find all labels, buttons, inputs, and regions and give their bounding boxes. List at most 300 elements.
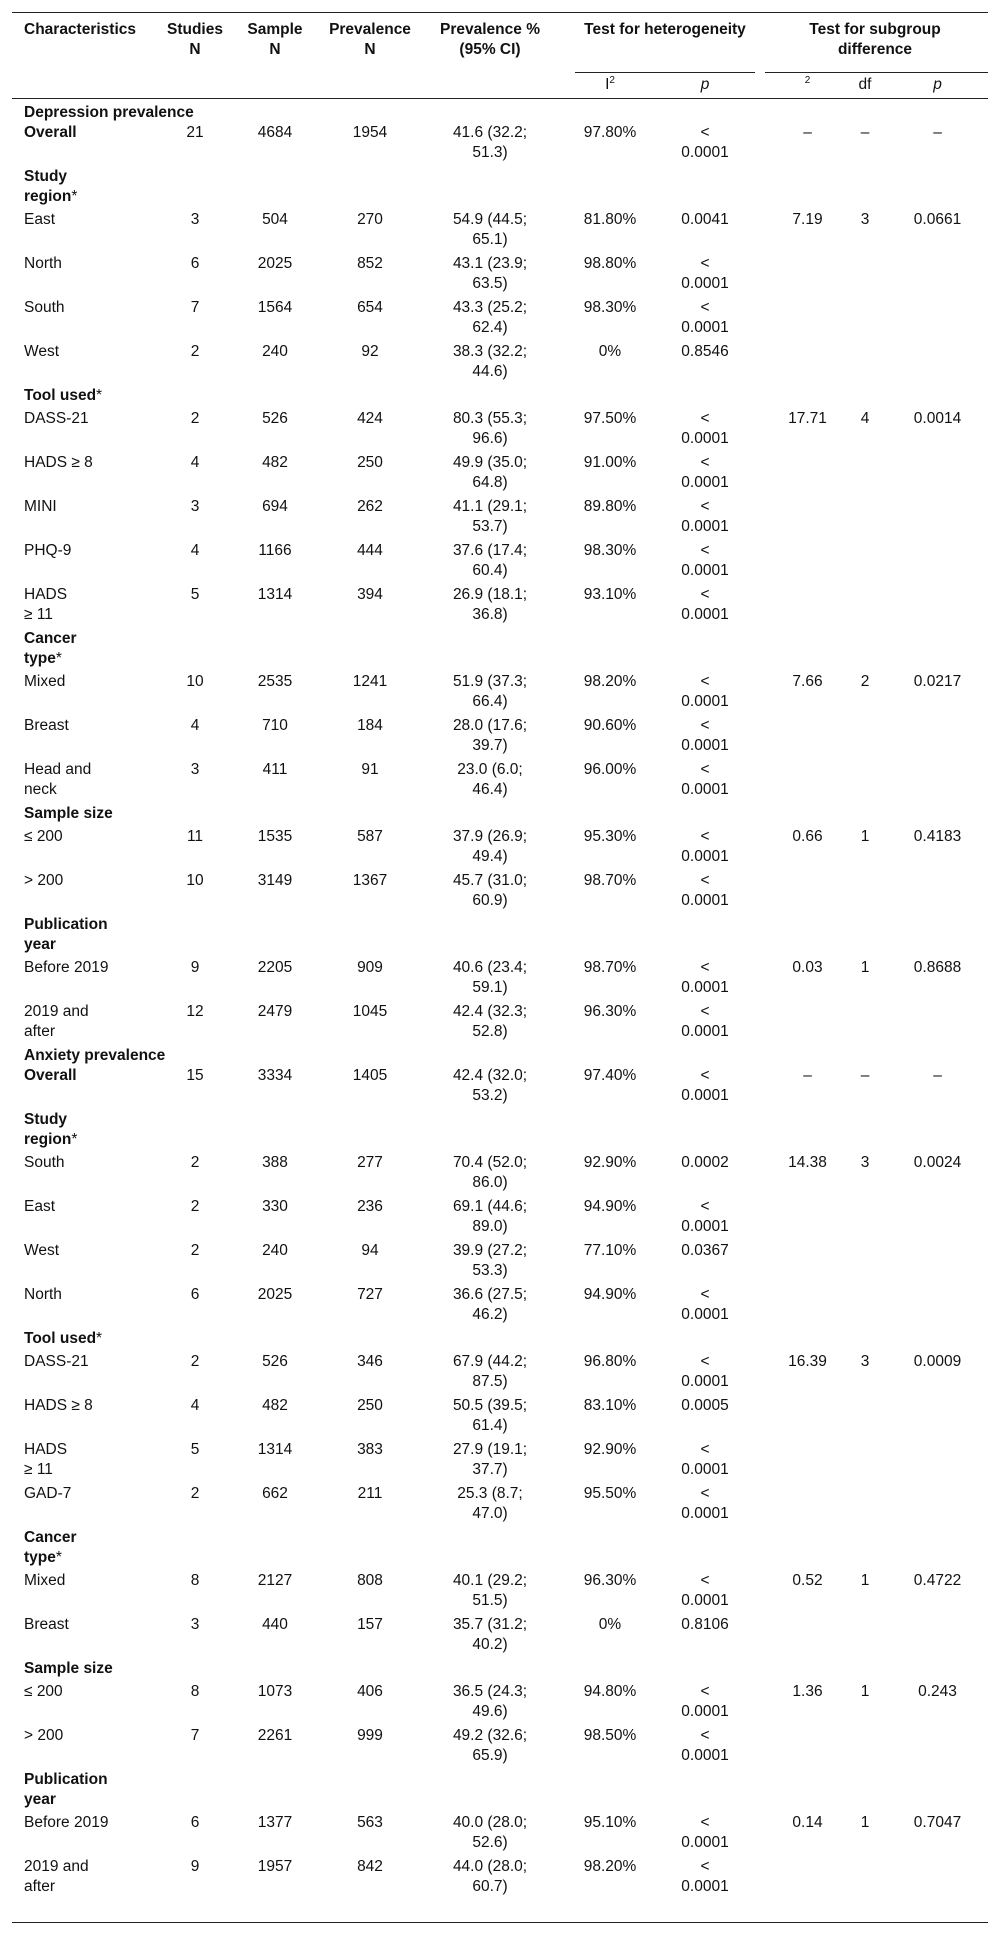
section-label: Depression prevalence — [24, 104, 194, 121]
cell-i2: 92.90% — [583, 1441, 637, 1458]
cell-i2: 98.70% — [583, 872, 637, 889]
cell-p: 0.8106 — [681, 1616, 729, 1633]
cell-characteristic: North — [24, 1286, 62, 1303]
cell-df: 4 — [860, 410, 870, 427]
cell-p: < 0.0001 — [681, 454, 729, 491]
cell-characteristic: West — [24, 343, 60, 360]
cell-p: < 0.0001 — [681, 1727, 729, 1764]
cell-prevalence-pct: 40.6 (23.4; 59.1) — [452, 959, 528, 996]
cell-i2: 95.50% — [583, 1485, 637, 1502]
cell-p: < 0.0001 — [681, 124, 729, 161]
cell-prevalence-n: 424 — [357, 410, 383, 427]
group-label-text: Study region — [24, 1111, 72, 1148]
cell-i2: 98.80% — [583, 255, 637, 272]
cell-characteristic: Head and neck — [24, 761, 92, 798]
cell-df: 3 — [860, 1353, 870, 1370]
cell-p: < 0.0001 — [681, 542, 729, 579]
cell-sample: 411 — [262, 761, 288, 778]
cell-p: 0.0367 — [681, 1242, 729, 1259]
cell-i2: 94.80% — [583, 1683, 637, 1700]
cell-p: < 0.0001 — [681, 872, 729, 909]
cell-p2: 0.0009 — [913, 1353, 962, 1370]
cell-sample: 240 — [262, 343, 288, 360]
cell-studies: 2 — [190, 343, 200, 360]
cell-characteristic: Before 2019 — [24, 1814, 109, 1831]
cell-p2: 0.4183 — [913, 828, 962, 845]
group-label — [24, 386, 102, 406]
cell-studies: 4 — [190, 717, 200, 734]
cell-studies: 8 — [190, 1683, 200, 1700]
cell-i2: 93.10% — [583, 586, 637, 603]
cell-sample: 2261 — [257, 1727, 293, 1744]
cell-sample: 1166 — [258, 542, 292, 559]
cell-characteristic: 2019 and after — [24, 1003, 89, 1040]
cell-prevalence-pct: 80.3 (55.3; 96.6) — [452, 410, 528, 447]
cell-studies: 2 — [190, 410, 200, 427]
cell-chi2: 0.66 — [792, 828, 823, 845]
cell-df: – — [860, 124, 870, 141]
cell-p2: – — [933, 124, 942, 141]
cell-studies: 7 — [190, 299, 200, 316]
cell-prevalence-pct: 37.6 (17.4; 60.4) — [452, 542, 528, 579]
cell-chi2: 16.39 — [788, 1353, 827, 1370]
header-i2 — [575, 75, 645, 95]
cell-prevalence-n: 852 — [357, 255, 383, 272]
cell-p2: 0.7047 — [913, 1814, 962, 1831]
cell-prevalence-n: 394 — [357, 586, 383, 603]
cell-characteristic: West — [24, 1242, 60, 1259]
cell-p: < 0.0001 — [681, 1485, 729, 1522]
cell-studies: 4 — [190, 454, 200, 471]
group-label-text: Study region — [24, 168, 72, 205]
cell-characteristic: HADS ≥ 11 — [24, 1441, 68, 1478]
cell-p: < 0.0001 — [681, 410, 729, 447]
cell-sample: 2025 — [257, 1286, 293, 1303]
cell-i2: 97.80% — [583, 124, 637, 141]
cell-prevalence-pct: 41.6 (32.2; 51.3) — [452, 124, 528, 161]
cell-df: 3 — [860, 1154, 870, 1171]
cell-sample: 2127 — [257, 1572, 293, 1589]
cell-characteristic: HADS ≥ 8 — [24, 454, 93, 471]
cell-sample: 2025 — [257, 255, 293, 272]
footnote-mark: * — [96, 1330, 103, 1347]
cell-characteristic: Mixed — [24, 673, 66, 690]
cell-df: 3 — [860, 211, 870, 228]
cell-prevalence-n: 587 — [357, 828, 383, 845]
cell-sample: 526 — [262, 1353, 288, 1370]
cell-prevalence-pct: 25.3 (8.7; 47.0) — [457, 1485, 523, 1522]
cell-prevalence-pct: 37.9 (26.9; 49.4) — [452, 828, 528, 865]
cell-i2: 98.30% — [583, 542, 637, 559]
cell-sample: 388 — [262, 1154, 288, 1171]
cell-p: < 0.0001 — [681, 1286, 729, 1323]
cell-p: < 0.0001 — [681, 299, 729, 336]
cell-studies: 3 — [190, 498, 200, 515]
cell-characteristic: 2019 and after — [24, 1858, 89, 1895]
cell-i2: 97.50% — [583, 410, 637, 427]
cell-chi2: – — [803, 1067, 812, 1084]
cell-p: < 0.0001 — [681, 586, 729, 623]
cell-i2: 90.60% — [583, 717, 637, 734]
cell-studies: 5 — [190, 586, 200, 603]
subgroup-rule — [765, 72, 988, 73]
cell-chi2: 14.38 — [788, 1154, 827, 1171]
cell-prevalence-pct: 50.5 (39.5; 61.4) — [452, 1397, 528, 1434]
cell-prevalence-pct: 40.0 (28.0; 52.6) — [452, 1814, 528, 1851]
group-label-text: Sample size — [24, 1660, 113, 1677]
cell-prevalence-n: 1954 — [352, 124, 388, 141]
cell-studies: 6 — [190, 255, 200, 272]
cell-prevalence-n: 211 — [357, 1485, 383, 1502]
cell-chi2: 0.03 — [792, 959, 823, 976]
cell-studies: 3 — [190, 211, 200, 228]
cell-characteristic: South — [24, 299, 65, 316]
cell-i2: 0% — [598, 1616, 622, 1633]
cell-p2: 0.0217 — [913, 673, 962, 690]
cell-i2: 96.80% — [583, 1353, 637, 1370]
cell-prevalence-n: 727 — [357, 1286, 383, 1303]
cell-prevalence-n: 999 — [357, 1727, 383, 1744]
cell-p2: – — [933, 1067, 942, 1084]
cell-prevalence-n: 94 — [361, 1242, 379, 1259]
cell-studies: 2 — [190, 1154, 200, 1171]
cell-prevalence-pct: 49.2 (32.6; 65.9) — [452, 1727, 528, 1764]
cell-prevalence-pct: 51.9 (37.3; 66.4) — [452, 673, 528, 710]
cell-prevalence-pct: 42.4 (32.0; 53.2) — [452, 1067, 528, 1104]
cell-p: 0.8546 — [681, 343, 729, 360]
cell-sample: 662 — [262, 1485, 288, 1502]
footnote-mark: * — [96, 387, 103, 404]
section-label: Anxiety prevalence — [24, 1047, 166, 1064]
group-label — [24, 1528, 77, 1568]
header-characteristics: Characteristics — [24, 21, 137, 38]
cell-i2: 92.90% — [583, 1154, 637, 1171]
cell-prevalence-pct: 23.0 (6.0; 46.4) — [457, 761, 523, 798]
cell-prevalence-pct: 27.9 (19.1; 37.7) — [452, 1441, 528, 1478]
header-df: df — [858, 76, 872, 93]
header-heterogeneity: Test for heterogeneity — [584, 21, 746, 38]
group-label-text: Publication year — [24, 1771, 108, 1808]
cell-studies: 2 — [190, 1485, 200, 1502]
cell-sample: 526 — [262, 410, 288, 427]
cell-studies: 9 — [190, 1858, 200, 1875]
cell-characteristic: Breast — [24, 717, 69, 734]
cell-characteristic: > 200 — [24, 1727, 64, 1744]
cell-prevalence-pct: 44.0 (28.0; 60.7) — [452, 1858, 528, 1895]
cell-i2: 98.20% — [583, 1858, 637, 1875]
group-label-text: Cancer type — [24, 1529, 77, 1566]
footnote-mark: * — [71, 188, 78, 205]
cell-prevalence-pct: 39.9 (27.2; 53.3) — [452, 1242, 528, 1279]
cell-prevalence-pct: 43.1 (23.9; 63.5) — [452, 255, 528, 292]
cell-prevalence-n: 1241 — [352, 673, 388, 690]
header-sample: Sample N — [247, 21, 303, 58]
cell-df: 1 — [860, 1572, 870, 1589]
cell-i2: 83.10% — [583, 1397, 637, 1414]
cell-p: 0.0005 — [681, 1397, 729, 1414]
cell-prevalence-n: 909 — [357, 959, 383, 976]
cell-sample: 3149 — [257, 872, 293, 889]
cell-p2: 0.0661 — [913, 211, 962, 228]
cell-prevalence-n: 346 — [357, 1353, 383, 1370]
header-chi2 — [765, 75, 850, 95]
footnote-mark: * — [71, 1131, 78, 1148]
cell-p: < 0.0001 — [681, 959, 729, 996]
cell-prevalence-pct: 70.4 (52.0; 86.0) — [452, 1154, 528, 1191]
cell-studies: 3 — [190, 1616, 200, 1633]
cell-studies: 4 — [190, 542, 200, 559]
heterogeneity-rule — [575, 72, 755, 73]
cell-sample: 482 — [262, 1397, 288, 1414]
bottom-rule — [12, 1922, 988, 1923]
cell-chi2: 0.14 — [792, 1814, 823, 1831]
group-label-text: Publication year — [24, 916, 108, 953]
cell-studies: 2 — [190, 1198, 200, 1215]
cell-p: < 0.0001 — [681, 1572, 729, 1609]
cell-studies: 2 — [190, 1353, 200, 1370]
cell-p: < 0.0001 — [681, 498, 729, 535]
cell-p: < 0.0001 — [681, 1198, 729, 1235]
cell-studies: 21 — [186, 124, 204, 141]
cell-studies: 9 — [190, 959, 200, 976]
cell-df: – — [860, 1067, 870, 1084]
cell-studies: 8 — [190, 1572, 200, 1589]
cell-prevalence-pct: 43.3 (25.2; 62.4) — [452, 299, 528, 336]
cell-characteristic: Mixed — [24, 1572, 66, 1589]
cell-characteristic: East — [24, 211, 56, 228]
cell-studies: 6 — [190, 1814, 200, 1831]
i2-superscript: 2 — [609, 74, 615, 86]
cell-i2: 89.80% — [583, 498, 637, 515]
cell-sample: 504 — [262, 211, 288, 228]
cell-chi2: 1.36 — [792, 1683, 823, 1700]
cell-p2: 0.243 — [918, 1683, 957, 1700]
cell-i2: 98.20% — [583, 673, 637, 690]
cell-prevalence-pct: 67.9 (44.2; 87.5) — [452, 1353, 528, 1390]
cell-p2: 0.8688 — [913, 959, 962, 976]
cell-p: < 0.0001 — [681, 1003, 729, 1040]
cell-prevalence-pct: 45.7 (31.0; 60.9) — [452, 872, 528, 909]
cell-characteristic: Overall — [24, 1067, 77, 1084]
cell-p: 0.0041 — [681, 211, 729, 228]
cell-i2: 94.90% — [583, 1286, 637, 1303]
cell-prevalence-n: 157 — [357, 1616, 383, 1633]
cell-studies: 10 — [186, 872, 204, 889]
cell-sample: 240 — [262, 1242, 288, 1259]
cell-sample: 3334 — [257, 1067, 293, 1084]
cell-sample: 330 — [262, 1198, 288, 1215]
cell-prevalence-pct: 49.9 (35.0; 64.8) — [452, 454, 528, 491]
header-subgroup: Test for subgroup difference — [809, 21, 941, 58]
cell-prevalence-pct: 36.6 (27.5; 46.2) — [452, 1286, 528, 1323]
cell-sample: 1377 — [257, 1814, 293, 1831]
cell-i2: 96.00% — [583, 761, 637, 778]
cell-prevalence-n: 383 — [357, 1441, 383, 1458]
cell-sample: 1314 — [257, 586, 293, 603]
group-label-text: Tool used — [24, 1330, 97, 1347]
cell-p: < 0.0001 — [681, 828, 729, 865]
cell-studies: 11 — [186, 828, 204, 845]
cell-characteristic: > 200 — [24, 872, 64, 889]
cell-studies: 2 — [190, 1242, 200, 1259]
cell-df: 1 — [860, 1814, 870, 1831]
footnote-mark: * — [55, 650, 62, 667]
cell-p: < 0.0001 — [681, 255, 729, 292]
header-p: p — [700, 76, 710, 93]
cell-prevalence-pct: 35.7 (31.2; 40.2) — [452, 1616, 528, 1653]
cell-i2: 98.70% — [583, 959, 637, 976]
cell-i2: 91.00% — [583, 454, 637, 471]
cell-sample: 440 — [262, 1616, 288, 1633]
cell-chi2: 17.71 — [788, 410, 827, 427]
cell-studies: 5 — [190, 1441, 200, 1458]
group-label-text: Cancer type — [24, 630, 77, 667]
cell-p: < 0.0001 — [681, 1067, 729, 1104]
cell-prevalence-pct: 69.1 (44.6; 89.0) — [452, 1198, 528, 1235]
cell-sample: 2205 — [257, 959, 293, 976]
cell-prevalence-pct: 28.0 (17.6; 39.7) — [452, 717, 528, 754]
cell-characteristic: PHQ-9 — [24, 542, 72, 559]
cell-prevalence-n: 184 — [357, 717, 383, 734]
cell-characteristic: HADS ≥ 11 — [24, 586, 68, 623]
cell-characteristic: GAD-7 — [24, 1485, 72, 1502]
cell-prevalence-n: 842 — [357, 1858, 383, 1875]
cell-sample: 2535 — [257, 673, 293, 690]
cell-sample: 1073 — [257, 1683, 293, 1700]
cell-characteristic: Before 2019 — [24, 959, 109, 976]
cell-prevalence-n: 91 — [361, 761, 379, 778]
cell-characteristic: East — [24, 1198, 56, 1215]
cell-characteristic: Overall — [24, 124, 77, 141]
cell-prevalence-n: 262 — [357, 498, 383, 515]
cell-sample: 1957 — [257, 1858, 293, 1875]
cell-i2: 98.30% — [583, 299, 637, 316]
cell-p: < 0.0001 — [681, 1353, 729, 1390]
cell-p2: 0.0014 — [913, 410, 962, 427]
cell-p2: 0.4722 — [913, 1572, 962, 1589]
cell-p: < 0.0001 — [681, 761, 729, 798]
footnote-mark: * — [55, 1549, 62, 1566]
top-rule — [12, 12, 988, 13]
cell-p: < 0.0001 — [681, 1683, 729, 1720]
cell-studies: 6 — [190, 1286, 200, 1303]
i2-letter: I — [605, 76, 610, 93]
cell-p: 0.0002 — [681, 1154, 729, 1171]
cell-prevalence-n: 808 — [357, 1572, 383, 1589]
cell-characteristic: Breast — [24, 1616, 69, 1633]
cell-prevalence-n: 406 — [357, 1683, 383, 1700]
cell-prevalence-pct: 41.1 (29.1; 53.7) — [452, 498, 528, 535]
cell-chi2: – — [803, 124, 812, 141]
cell-studies: 10 — [186, 673, 204, 690]
cell-i2: 0% — [598, 343, 622, 360]
cell-p: < 0.0001 — [681, 717, 729, 754]
cell-prevalence-pct: 54.9 (44.5; 65.1) — [452, 211, 528, 248]
cell-prevalence-pct: 42.4 (32.3; 52.8) — [452, 1003, 528, 1040]
cell-prevalence-pct: 38.3 (32.2; 44.6) — [452, 343, 528, 380]
cell-i2: 81.80% — [583, 211, 637, 228]
cell-prevalence-n: 563 — [357, 1814, 383, 1831]
cell-prevalence-n: 250 — [357, 454, 383, 471]
cell-characteristic: ≤ 200 — [24, 828, 63, 845]
cell-sample: 1314 — [257, 1441, 293, 1458]
cell-sample: 694 — [262, 498, 288, 515]
group-label — [24, 629, 77, 669]
cell-prevalence-pct: 26.9 (18.1; 36.8) — [452, 586, 528, 623]
cell-prevalence-n: 277 — [357, 1154, 383, 1171]
cell-i2: 94.90% — [583, 1198, 637, 1215]
group-label — [24, 804, 113, 824]
group-label — [24, 1110, 77, 1150]
cell-df: 1 — [860, 1683, 870, 1700]
cell-sample: 482 — [262, 454, 288, 471]
group-label — [24, 167, 77, 207]
cell-sample: 2479 — [257, 1003, 293, 1020]
cell-studies: 4 — [190, 1397, 200, 1414]
cell-p: < 0.0001 — [681, 673, 729, 710]
cell-prevalence-n: 1045 — [352, 1003, 388, 1020]
cell-sample: 1535 — [257, 828, 293, 845]
cell-prevalence-pct: 40.1 (29.2; 51.5) — [452, 1572, 528, 1609]
header-studies: Studies N — [167, 21, 223, 58]
cell-studies: 15 — [186, 1067, 204, 1084]
cell-prevalence-n: 444 — [357, 542, 383, 559]
cell-characteristic: South — [24, 1154, 65, 1171]
group-label — [24, 1770, 108, 1810]
cell-prevalence-n: 1405 — [352, 1067, 388, 1084]
cell-df: 1 — [860, 959, 870, 976]
cell-prevalence-n: 250 — [357, 1397, 383, 1414]
cell-i2: 95.30% — [583, 828, 637, 845]
cell-prevalence-pct: 36.5 (24.3; 49.6) — [452, 1683, 528, 1720]
cell-sample: 710 — [262, 717, 288, 734]
cell-sample: 1564 — [257, 299, 293, 316]
chi2-superscript: 2 — [804, 74, 811, 86]
cell-i2: 77.10% — [583, 1242, 637, 1259]
cell-characteristic: MINI — [24, 498, 57, 515]
group-label — [24, 1659, 113, 1679]
cell-prevalence-n: 1367 — [352, 872, 388, 889]
cell-prevalence-n: 270 — [357, 211, 383, 228]
cell-prevalence-n: 92 — [361, 343, 379, 360]
cell-characteristic: DASS-21 — [24, 1353, 89, 1370]
cell-i2: 97.40% — [583, 1067, 637, 1084]
cell-p: < 0.0001 — [681, 1858, 729, 1895]
cell-df: 1 — [860, 828, 870, 845]
cell-p: < 0.0001 — [681, 1441, 729, 1478]
cell-studies: 12 — [186, 1003, 204, 1020]
cell-characteristic: DASS-21 — [24, 410, 89, 427]
cell-characteristic: North — [24, 255, 62, 272]
header-bottom-rule — [12, 98, 988, 99]
cell-p2: 0.0024 — [913, 1154, 962, 1171]
cell-i2: 96.30% — [583, 1003, 637, 1020]
cell-prevalence-n: 236 — [357, 1198, 383, 1215]
cell-p: < 0.0001 — [681, 1814, 729, 1851]
group-label — [24, 1329, 102, 1349]
group-label-text: Sample size — [24, 805, 113, 822]
header-p2: p — [933, 76, 942, 93]
cell-studies: 7 — [190, 1727, 200, 1744]
header-prevalence-pct: Prevalence % (95% CI) — [440, 21, 540, 58]
cell-i2: 96.30% — [583, 1572, 637, 1589]
cell-chi2: 7.66 — [792, 673, 823, 690]
group-label — [24, 915, 108, 955]
cell-chi2: 7.19 — [792, 211, 823, 228]
cell-characteristic: HADS ≥ 8 — [24, 1397, 93, 1414]
cell-characteristic: ≤ 200 — [24, 1683, 63, 1700]
cell-sample: 4684 — [257, 124, 293, 141]
